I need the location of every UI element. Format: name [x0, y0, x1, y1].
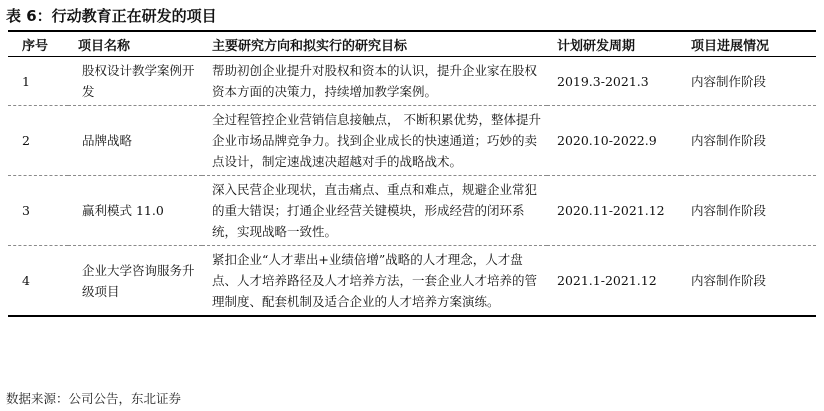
row-name: 品牌战略 [68, 106, 202, 176]
row-no: 1 [8, 57, 68, 106]
row-goal: 全过程管控企业营销信息接触点， 不断积累优势，整体提升企业市场品牌竞争力。找到企业成长的快速通道；巧妙的卖点设计，制定速战速决超越对手的战略战术。 [202, 106, 547, 176]
table-row [8, 246, 816, 317]
projects-table [8, 32, 816, 317]
data-source-note: 数据来源：公司公告，东北证券 [6, 391, 182, 406]
header-no: 序号 [8, 32, 68, 57]
row-name: 企业大学咨询服务升级项目 [68, 246, 202, 317]
header-row [8, 32, 816, 57]
row-no: 3 [8, 176, 68, 246]
row-name: 赢利模式 11.0 [68, 176, 202, 246]
header-status: 项目进展情况 [681, 32, 816, 57]
row-period: 2020.11-2021.12 [547, 176, 681, 246]
row-status: 内容制作阶段 [681, 176, 816, 246]
row-status: 内容制作阶段 [681, 57, 816, 106]
row-goal: 帮助初创企业提升对股权和资本的认识，提升企业家在股权资本方面的决策力，持续增加教学案例。 [202, 57, 547, 106]
row-goal: 深入民营企业现状，直击痛点、重点和难点，规避企业常犯的重大错误；打通企业经营关键模块，形成经营的闭环系统，实现战略一致性。 [202, 176, 547, 246]
row-no: 2 [8, 106, 68, 176]
header-name: 项目名称 [68, 32, 202, 57]
row-goal: 紧扣企业“人才辈出+业绩倍增”战略的人才理念，人才盘点、人才培养路径及人才培养方法，一套企业人才培养的管理制度、配套机制及适合企业的人才培养方案演练。 [202, 246, 547, 317]
table-row [8, 176, 816, 246]
row-period: 2019.3-2021.3 [547, 57, 681, 106]
header-period: 计划研发周期 [547, 32, 681, 57]
table-row [8, 106, 816, 176]
header-goal: 主要研究方向和拟实行的研究目标 [202, 32, 547, 57]
row-period: 2021.1-2021.12 [547, 246, 681, 317]
row-no: 4 [8, 246, 68, 317]
table-title: 表 6：行动教育正在研发的项目 [6, 7, 217, 25]
row-status: 内容制作阶段 [681, 106, 816, 176]
row-period: 2020.10-2022.9 [547, 106, 681, 176]
row-name: 股权设计教学案例开发 [68, 57, 202, 106]
table-row [8, 57, 816, 106]
row-status: 内容制作阶段 [681, 246, 816, 317]
